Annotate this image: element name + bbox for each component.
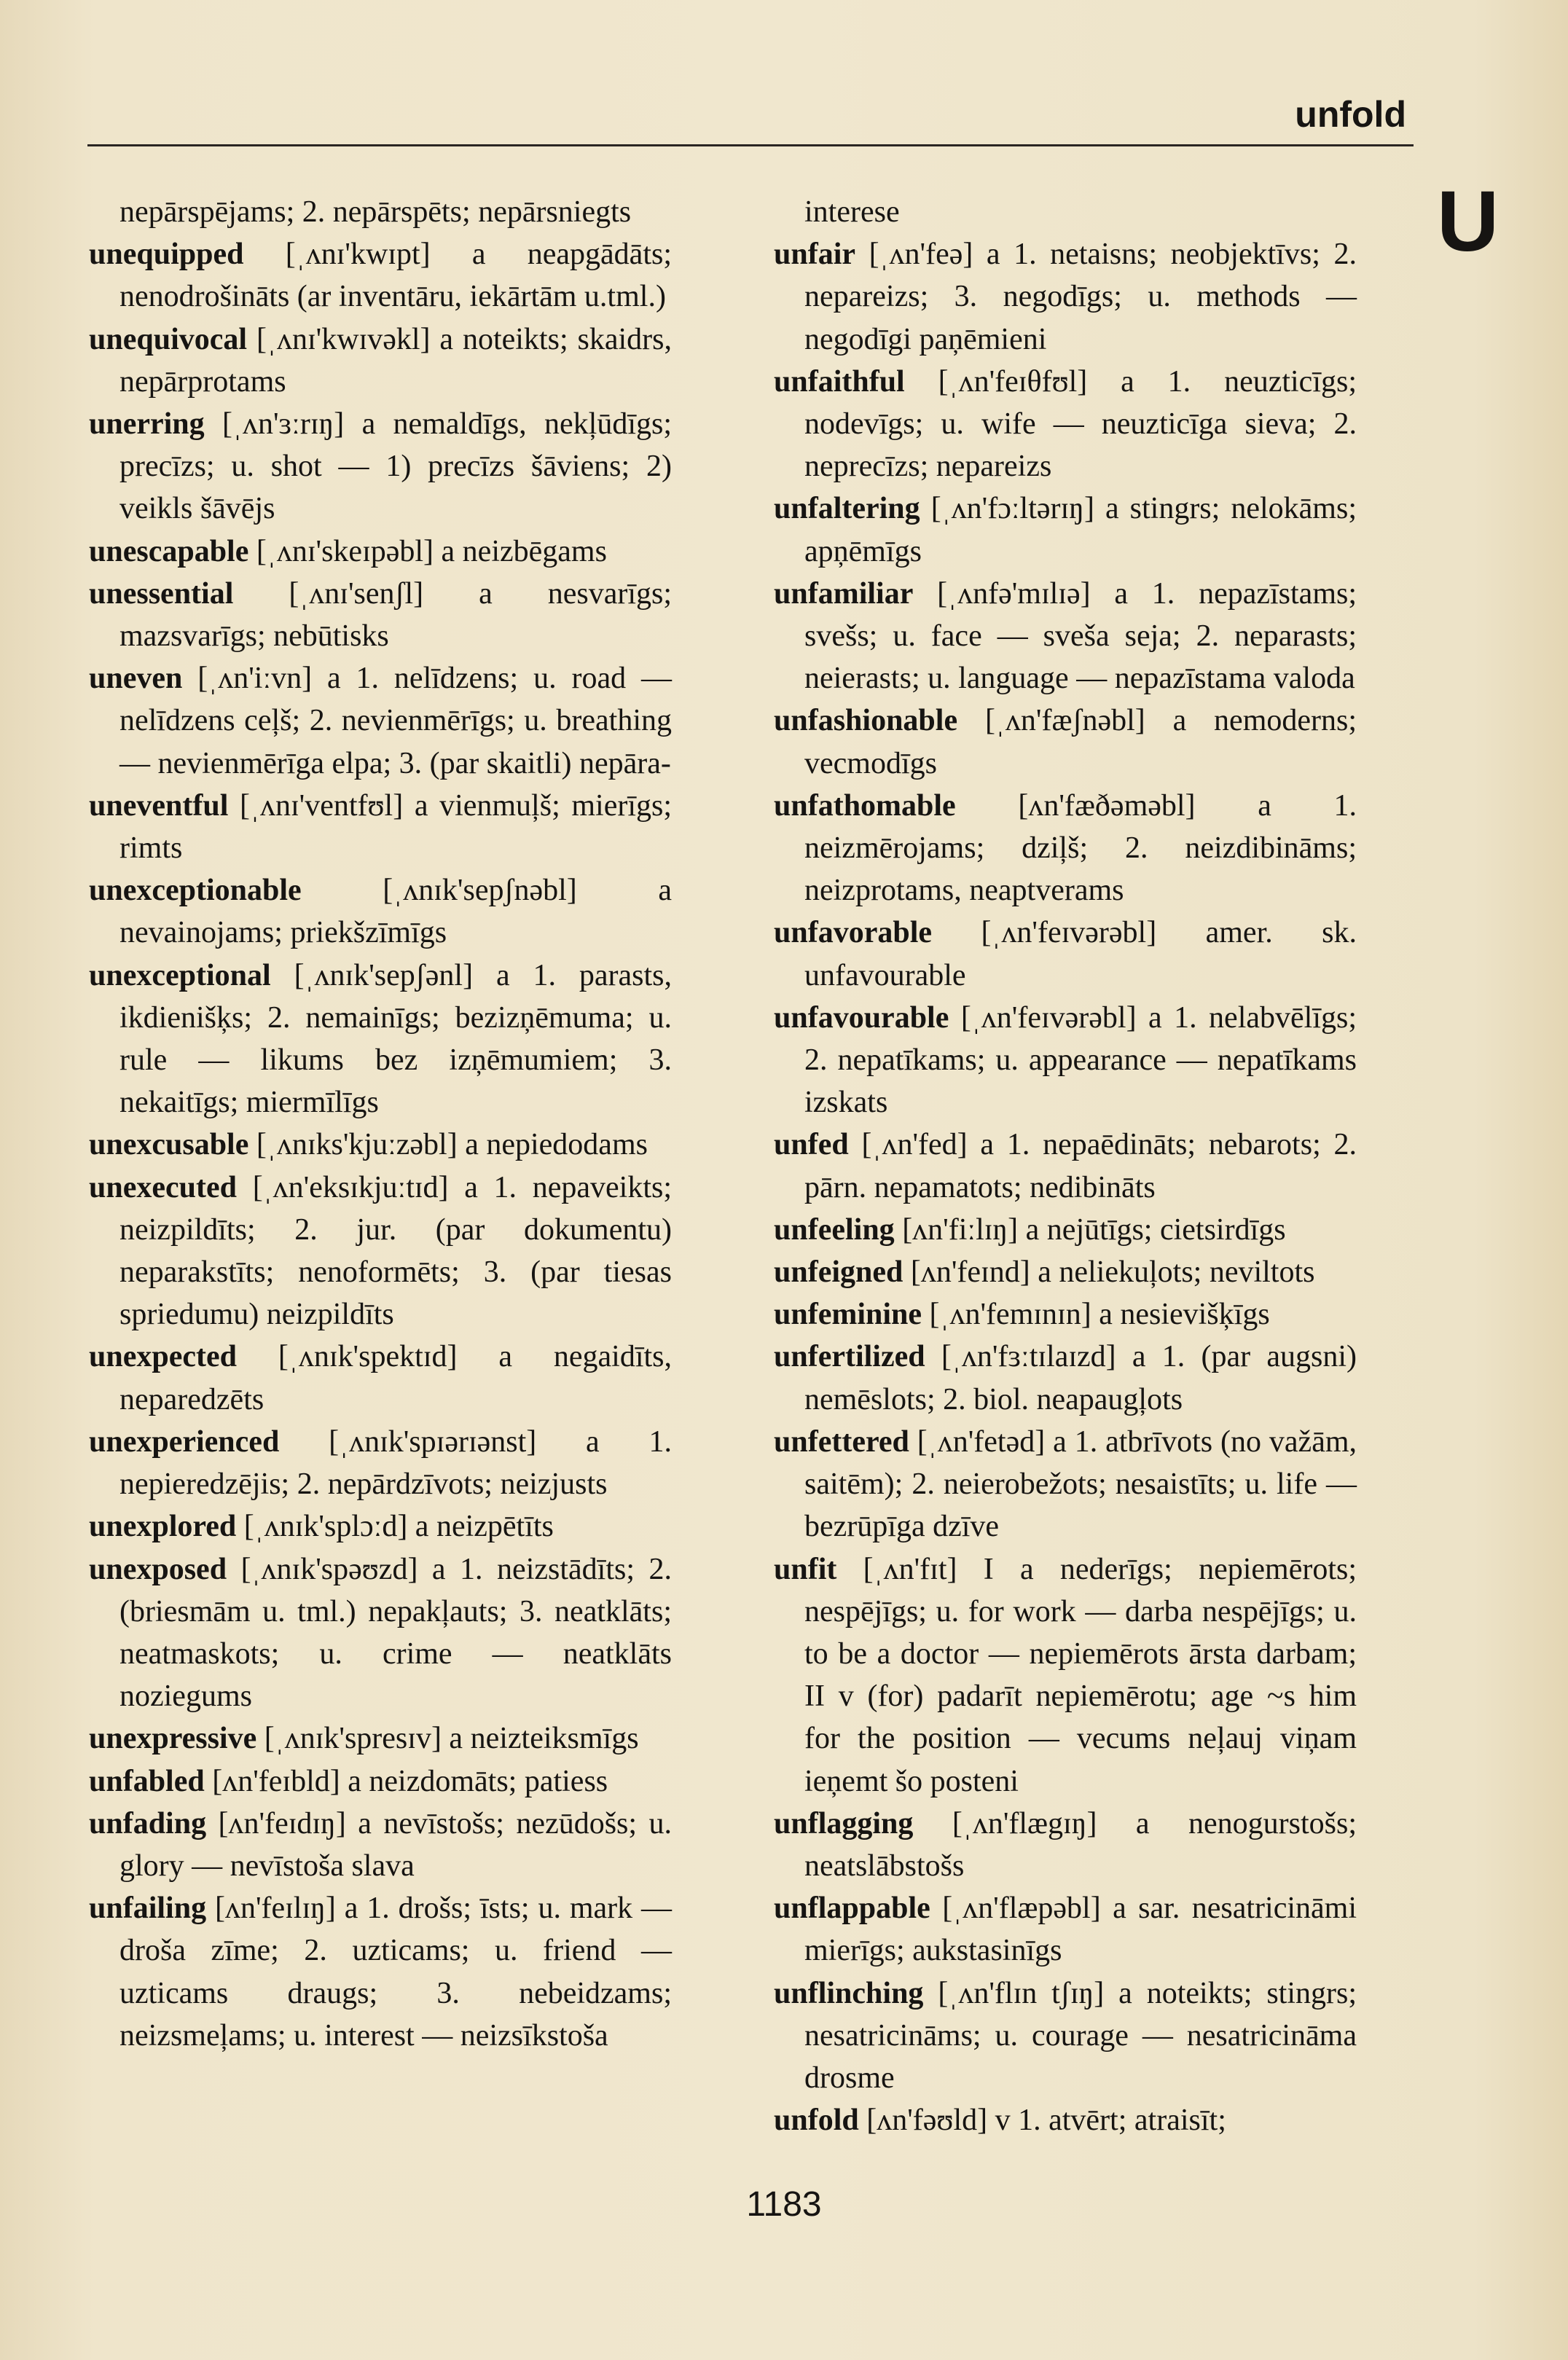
dictionary-entry xyxy=(89,318,672,403)
headword: unfading xyxy=(89,1806,207,1840)
entry-definition: [ˌʌn'flægɪŋ] a nenogurstošs; neatslābstošs xyxy=(804,1806,1357,1883)
entry-definition: [ˌʌnɪk'spektɪd] a negaidīts, neparedzēts xyxy=(119,1340,673,1416)
headword: unexperienced xyxy=(89,1424,280,1459)
dictionary-entry xyxy=(89,403,672,530)
dictionary-entry xyxy=(89,573,672,657)
dictionary-entry xyxy=(89,1124,672,1166)
headword: unexplored xyxy=(89,1510,237,1544)
entry-definition: [ʌn'fəʊld] v 1. atvērt; atraisīt; xyxy=(866,2104,1226,2138)
entry-definition: [ʌn'feɪdɪŋ] a nevīstošs; nezūdošs; u. glory — nevīstoša slava xyxy=(119,1806,673,1883)
dictionary-entry xyxy=(89,233,672,318)
running-head: unfold xyxy=(1295,94,1406,135)
letter-tab: U xyxy=(1437,173,1500,270)
headword: unexceptional xyxy=(89,958,271,992)
dictionary-entry xyxy=(774,1421,1357,1548)
entry-definition: [ˌʌn'femɪnɪn] a nesievišķīgs xyxy=(929,1298,1270,1332)
headword: unexposed xyxy=(89,1552,227,1586)
dictionary-entry xyxy=(89,1548,672,1718)
dictionary-entry xyxy=(774,997,1357,1124)
entry-definition: [ˌʌnɪ'kwɪvəkl] a noteikts; skaidrs, nepārprotams xyxy=(119,322,673,399)
entry-definition: [ˌʌnɪk'sepʃənl] a 1. parasts, ikdienišķs; 2. nemainīgs; bezizņēmuma; u. rule — likums bez izņēmumiem; 3. nekaitīgs; miermīlīgs xyxy=(119,958,672,1120)
header-rule xyxy=(87,144,1414,146)
headword: unfair xyxy=(774,238,856,272)
entry-definition: [ʌn'fæðəməbl] a 1. neizmērojams; dziļš; 2. neizdibināms; neizprotams, neaptverams xyxy=(804,788,1357,908)
dictionary-entry xyxy=(89,1336,672,1420)
entry-definition: [ˌʌn'fetəd] a 1. atbrīvots (no važām, saitēm); 2. neierobežots; nesaistīts; u. life — bezrūpīga dzīve xyxy=(804,1424,1357,1544)
entry-definition: [ˌʌnɪ'kwɪpt] a neapgādāts; nenodrošināts (ar inventāru, iekārtām u.tml.) xyxy=(119,238,672,314)
headword: unfeminine xyxy=(774,1298,922,1332)
headword: unexcusable xyxy=(89,1128,249,1162)
entry-definition: [ˌʌnɪks'kjuːzəbl] a nepiedodams xyxy=(256,1128,648,1162)
headword: unequivocal xyxy=(89,322,248,356)
headword: unfaltering xyxy=(774,492,920,526)
dictionary-entry xyxy=(774,573,1357,700)
dictionary-entry xyxy=(774,1803,1357,1887)
headword: unexecuted xyxy=(89,1170,237,1204)
entry-definition: [ˌʌn'fɪt] I a nederīgs; nepiemērots; nespējīgs; u. for work — darba nespējīgs; u. to be a doctor — nepiemērots ārsta darbam; II v (for) padarīt nepiemērotu; age ~s him for the position — vecums neļauj viņam ieņemt šo posteni xyxy=(804,1552,1357,1798)
headword: uneventful xyxy=(89,788,229,823)
entry-definition: [ˌʌnɪ'skeɪpəbl] a neizbēgams xyxy=(256,534,607,568)
entry-definition: [ʌn'feɪnd] a neliekuļots; neviltots xyxy=(910,1255,1315,1290)
dictionary-entry xyxy=(774,699,1357,784)
entry-definition: [ˌʌnfə'mɪlɪə] a 1. nepazīstams; svešs; u. face — sveša seja; 2. neparasts; neierasts; u. language — nepazīstama valoda xyxy=(804,576,1357,696)
dictionary-entry xyxy=(89,954,672,1124)
headword: unfit xyxy=(774,1552,837,1586)
dictionary-entry xyxy=(774,785,1357,912)
headword: unfeeling xyxy=(774,1212,895,1247)
entry-definition: [ˌʌnɪk'spəʊzd] a 1. neizstādīts; 2. (briesmām u. tml.) nepakļauts; 3. neatklāts; neatmaskots; u. crime — neatklāts noziegums xyxy=(119,1552,672,1714)
entry-definition: [ˌʌn'fɜːtɪlaɪzd] a 1. (par augsni) nemēslots; 2. biol. neapaugļots xyxy=(804,1340,1357,1416)
entry-definition: interese xyxy=(804,195,900,229)
headword: unfavourable xyxy=(774,1000,949,1035)
page-number: 1183 xyxy=(746,2185,822,2224)
dictionary-entry xyxy=(89,1167,672,1336)
headword: unequipped xyxy=(89,238,244,272)
entry-definition: [ˌʌnɪk'spɪərɪənst] a 1. nepieredzējis; 2. nepārdzīvots; neizjusts xyxy=(119,1424,672,1502)
headword: unfabled xyxy=(89,1764,205,1798)
dictionary-entry xyxy=(774,191,1357,233)
headword: unfaithful xyxy=(774,364,905,399)
headword: unflinching xyxy=(774,1976,924,2010)
entry-definition: [ʌn'fiːlɪŋ] a nejūtīgs; cietsirdīgs xyxy=(902,1212,1286,1247)
entry-definition: [ˌʌnɪ'senʃl] a nesvarīgs; mazsvarīgs; nebūtisks xyxy=(119,576,672,654)
dictionary-entry xyxy=(89,1887,672,2057)
dictionary-entry xyxy=(774,233,1357,361)
headword: unfeigned xyxy=(774,1255,903,1290)
headword: unflagging xyxy=(774,1806,914,1840)
dictionary-entry xyxy=(89,1760,672,1803)
left-column xyxy=(89,191,672,2057)
entry-definition: [ˌʌn'feɪθfʊl] a 1. neuzticīgs; nodevīgs; u. wife — neuzticīga sieva; 2. neprecīzs; nepareizs xyxy=(804,364,1357,484)
entry-definition: [ˌʌn'flæpəbl] a sar. nesatricināmi mierīgs; aukstasinīgs xyxy=(804,1891,1357,1968)
headword: unfamiliar xyxy=(774,576,914,611)
entry-definition: [ˌʌn'feɪvərəbl] amer. sk. unfavourable xyxy=(804,916,1357,992)
entry-definition: [ˌʌn'fed] a 1. nepaēdināts; nebarots; 2. pārn. nepamatots; nedibināts xyxy=(804,1128,1357,1204)
dictionary-entry xyxy=(774,912,1357,996)
dictionary-entry xyxy=(89,785,672,869)
headword: unexpected xyxy=(89,1340,237,1374)
entry-definition: [ʌn'feɪbld] a neizdomāts; patiess xyxy=(212,1764,608,1798)
dictionary-entry xyxy=(89,530,672,573)
headword: unfailing xyxy=(89,1891,207,1926)
headword: unexceptionable xyxy=(89,874,302,908)
dictionary-entry xyxy=(774,1209,1357,1251)
dictionary-entry xyxy=(89,1421,672,1505)
headword: unfashionable xyxy=(774,704,958,738)
entry-definition: [ˌʌnɪk'spresɪv] a neizteiksmīgs xyxy=(264,1722,639,1756)
entry-definition: [ˌʌn'fæʃnəbl] a nemoderns; vecmodīgs xyxy=(804,704,1357,780)
dictionary-entry xyxy=(774,1887,1357,1972)
entry-definition: [ˌʌn'iːvn] a 1. nelīdzens; u. road — nelīdzens ceļš; 2. nevienmērīgs; u. breathing — nevienmērīga elpa; 3. (par skaitli) nepāra- xyxy=(119,662,672,780)
dictionary-entry xyxy=(774,1124,1357,1208)
entry-definition: [ˌʌn'flɪn tʃɪŋ] a noteikts; stingrs; nesatricināms; u. courage — nesatricināma drosme xyxy=(804,1976,1357,2095)
entry-definition: [ˌʌnɪk'splɔːd] a neizpētīts xyxy=(243,1510,554,1544)
headword: unflappable xyxy=(774,1891,930,1926)
headword: unescapable xyxy=(89,534,249,568)
dictionary-entry xyxy=(774,1251,1357,1293)
dictionary-entry xyxy=(774,2099,1357,2141)
dictionary-entry xyxy=(774,1293,1357,1336)
entry-definition: nepārspējams; 2. nepārspēts; nepārsniegts xyxy=(119,195,632,229)
headword: unfettered xyxy=(774,1424,909,1459)
entry-definition: [ʌn'feɪlɪŋ] a 1. drošs; īsts; u. mark — droša zīme; 2. uzticams; u. friend — uzticams draugs; 3. nebeidzams; neizsmeļams; u. interest — neizsīkstoša xyxy=(119,1891,672,2053)
entry-definition: [ˌʌnɪ'ventfʊl] a vienmuļš; mierīgs; rimts xyxy=(119,788,672,866)
dictionary-entry xyxy=(774,361,1357,488)
entry-definition: [ˌʌn'ɜːrɪŋ] a nemaldīgs, nekļūdīgs; precīzs; u. shot — 1) precīzs šāviens; 2) veikls šāvējs xyxy=(119,407,673,526)
headword: unexpressive xyxy=(89,1722,257,1756)
dictionary-entry xyxy=(89,191,672,233)
headword: unfathomable xyxy=(774,788,956,823)
dictionary-entry xyxy=(89,1717,672,1760)
dictionary-entry xyxy=(89,1803,672,1887)
right-column xyxy=(774,191,1357,2141)
dictionary-entry xyxy=(89,657,672,785)
dictionary-entry xyxy=(89,869,672,954)
headword: unfold xyxy=(774,2104,859,2138)
headword: unerring xyxy=(89,407,205,442)
dictionary-entry xyxy=(774,1336,1357,1420)
entry-definition: [ˌʌn'eksɪkjuːtɪd] a 1. nepaveikts; neizpildīts; 2. jur. (par dokumentu) neparakstīts; nenoformēts; 3. (par tiesas spriedumu) neizpildīts xyxy=(119,1170,673,1332)
dictionary-entry xyxy=(774,1972,1357,2100)
headword: uneven xyxy=(89,662,183,696)
headword: unfertilized xyxy=(774,1340,925,1374)
headword: unfed xyxy=(774,1128,849,1162)
dictionary-entry xyxy=(89,1505,672,1548)
entry-definition: [ˌʌn'feɪvərəbl] a 1. nelabvēlīgs; 2. nepatīkams; u. appearance — nepatīkams izskats xyxy=(804,1000,1357,1120)
entry-definition: [ˌʌn'feə] a 1. netaisns; neobjektīvs; 2. nepareizs; 3. negodīgs; u. methods — negodīgi paņēmieni xyxy=(804,238,1357,356)
headword: unfavorable xyxy=(774,916,933,950)
entry-definition: [ˌʌnɪk'sepʃnəbl] a nevainojams; priekšzīmīgs xyxy=(119,874,672,950)
dictionary-entry xyxy=(774,1548,1357,1803)
headword: unessential xyxy=(89,576,234,611)
dictionary-entry xyxy=(774,487,1357,572)
entry-definition: [ˌʌn'fɔːltərɪŋ] a stingrs; nelokāms; apņēmīgs xyxy=(804,492,1357,568)
